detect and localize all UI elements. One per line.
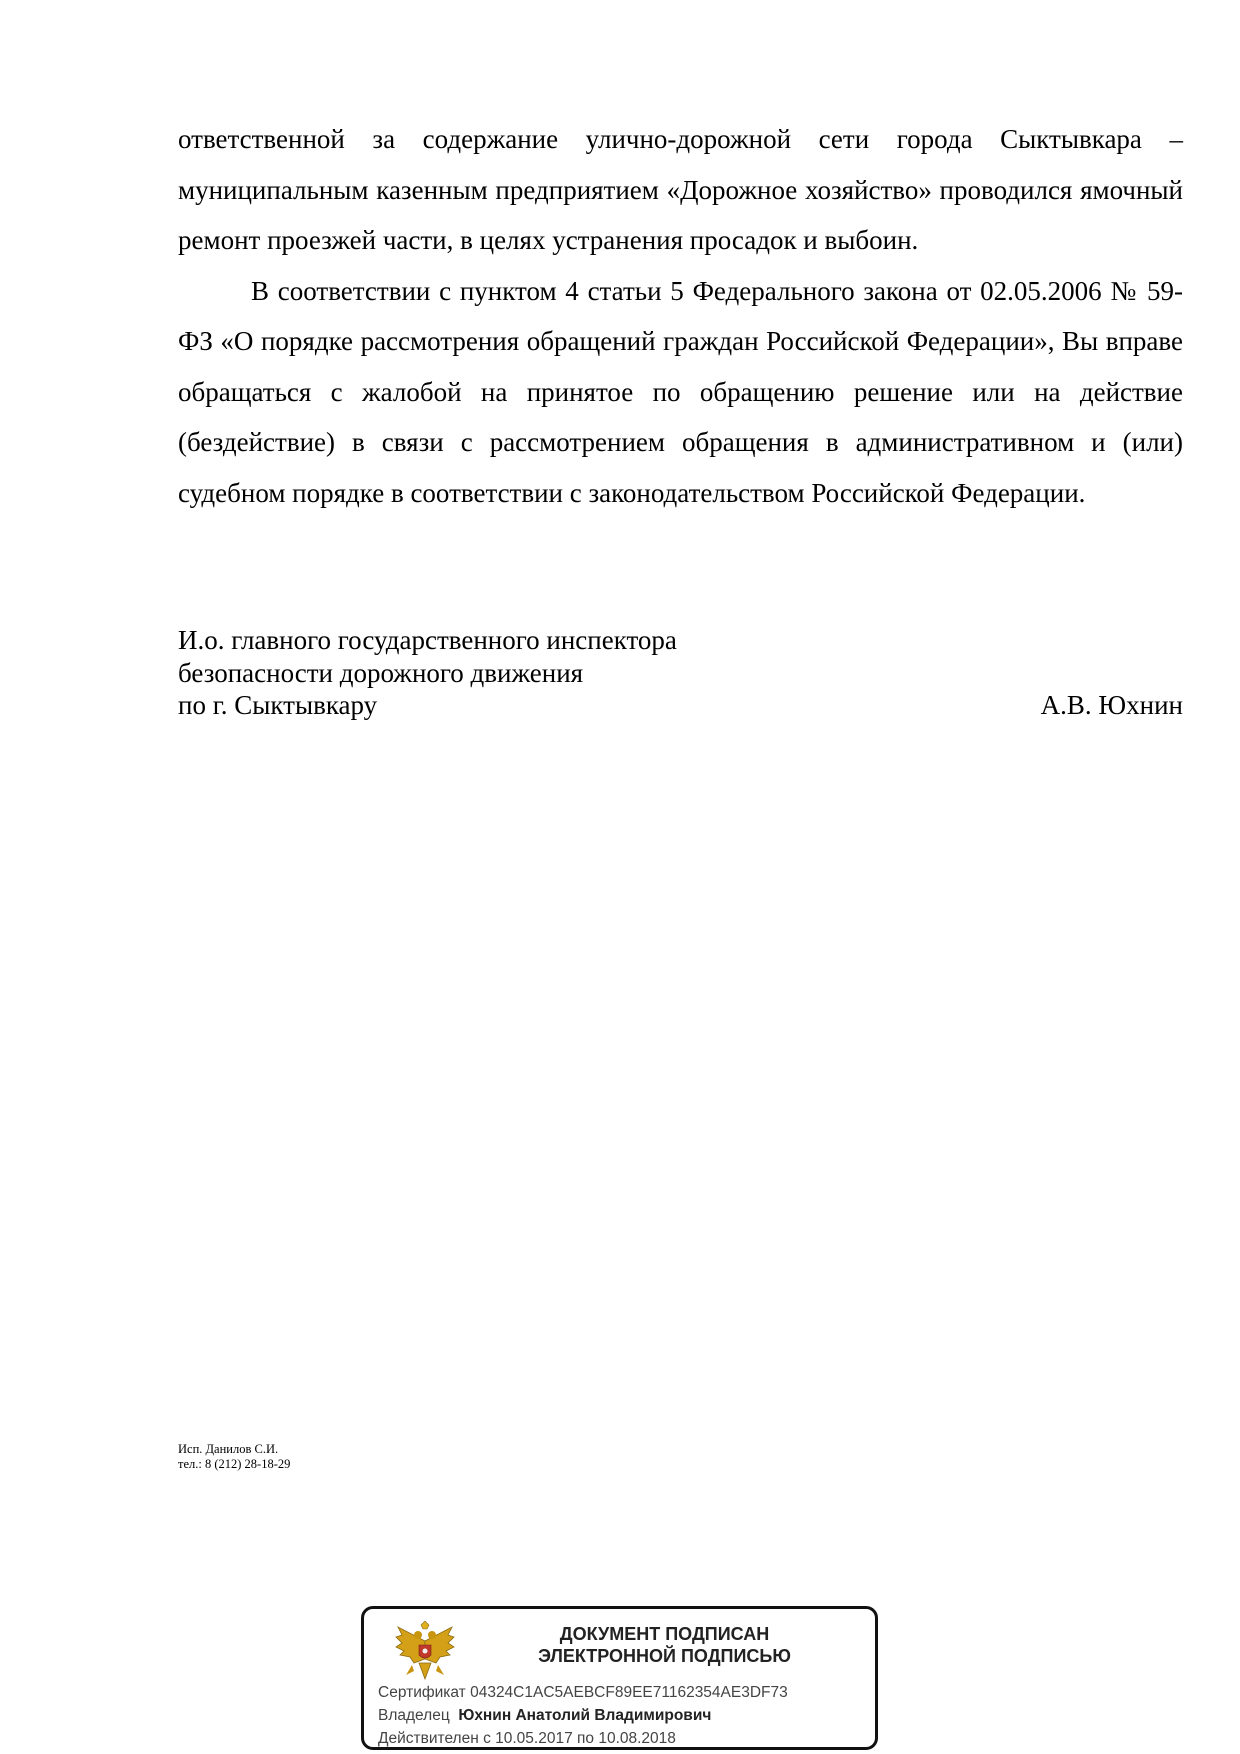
owner-label: Владелец <box>378 1707 450 1724</box>
stamp-title-line-2: ЭЛЕКТРОННОЙ ПОДПИСЬЮ <box>538 1646 791 1666</box>
certificate-value: 04324C1AC5AEBCF89EE71162354AE3DF73 <box>470 1684 788 1701</box>
body-paragraph-2: В соответствии с пунктом 4 статьи 5 Федерального закона от 02.05.2006 № 59-ФЗ «О порядке рассмотрения обращений граждан Российской Федерации», Вы вправе обращаться с жалобой на принятое по обращению решение или на действие (бездействие) в связи с рассмотрением обращения в административном и (или) судебном порядке в соответствии с законодательством Российской Федерации. <box>178 275 1183 508</box>
stamp-title <box>464 1623 865 1667</box>
signer-name: А.В. Юхнин <box>1040 690 1183 720</box>
signer-row <box>178 689 1183 722</box>
signer-position-line-1: И.о. главного государственного инспектора <box>178 625 677 655</box>
executor-info <box>178 1442 290 1472</box>
stamp-title-line-1: ДОКУМЕНТ ПОДПИСАН <box>559 1624 770 1644</box>
executor-phone: тел.: 8 (212) 28-18-29 <box>178 1457 291 1471</box>
certificate-row <box>378 1681 788 1704</box>
body-paragraph-1: ответственной за содержание улично-дорожной сети города Сыктывкара – муниципальным казенным предприятием «Дорожное хозяйство» проводился ямочный ремонт проезжей части, в целях устранения просадок и выбоин. <box>178 124 1183 255</box>
owner-value: Юхнин Анатолий Владимирович <box>458 1707 712 1724</box>
stamp-details <box>378 1681 788 1750</box>
validity-row: Действителен с 10.05.2017 по 10.08.2018 <box>378 1730 676 1747</box>
certificate-label: Сертификат <box>378 1684 466 1701</box>
signature-block <box>178 624 1183 722</box>
owner-row <box>378 1704 788 1727</box>
executor-name: Исп. Данилов С.И. <box>178 1442 279 1456</box>
e-signature-stamp <box>361 1606 878 1750</box>
letter-body <box>178 114 1183 518</box>
signer-position-line-2: безопасности дорожного движения <box>178 657 584 688</box>
double-headed-eagle-emblem <box>392 1619 458 1685</box>
signer-position-line-3: по г. Сыктывкару <box>178 690 378 720</box>
